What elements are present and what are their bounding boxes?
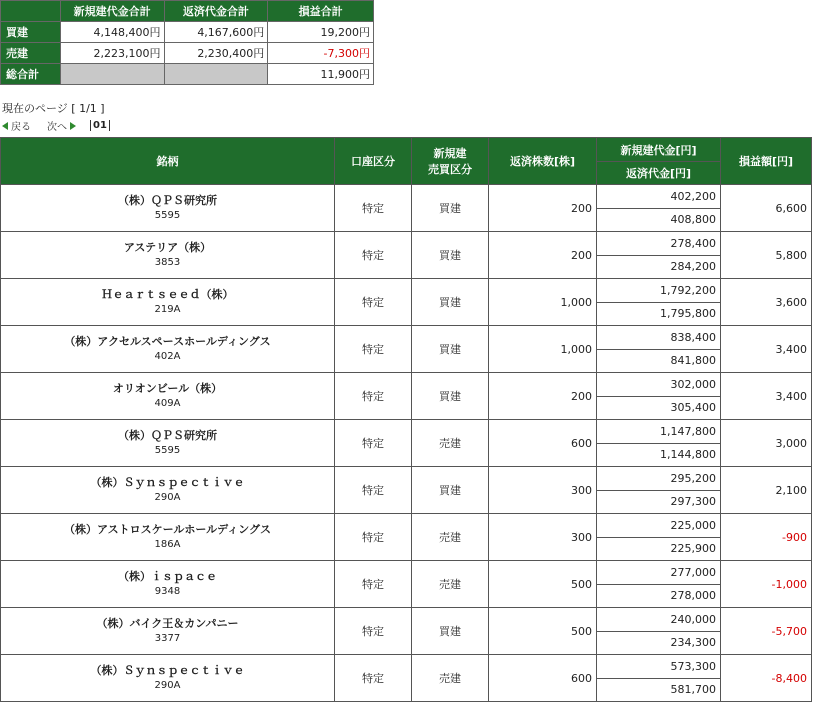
close-quantity: 300	[489, 467, 597, 514]
close-amount: 225,900	[597, 537, 721, 561]
stock-name-cell	[1, 655, 335, 702]
close-quantity: 600	[489, 420, 597, 467]
page-info: 現在のページ [ 1/1 ]	[2, 102, 105, 115]
trade-side: 買建	[412, 185, 489, 232]
trade-side: 売建	[412, 514, 489, 561]
table-body	[1, 185, 812, 702]
summary-header-open: 新規建代金合計	[60, 1, 164, 22]
close-quantity: 500	[489, 608, 597, 655]
stock-name[interactable]: （株）Ｓｙｎｓｐｅｃｔｉｖｅ	[90, 664, 245, 677]
stock-name[interactable]: （株）アクセルスペースホールディングス	[64, 335, 271, 348]
stock-name-cell	[1, 420, 335, 467]
close-quantity: 200	[489, 232, 597, 279]
header-side	[412, 138, 489, 185]
right-arrow-icon	[70, 122, 76, 130]
close-quantity: 500	[489, 561, 597, 608]
table-row	[1, 326, 812, 350]
profit-loss: -8,400	[721, 655, 812, 702]
open-amount: 302,000	[597, 373, 721, 397]
stock-code: 402A	[154, 351, 181, 362]
close-amount: 408,800	[597, 208, 721, 232]
open-amount: 838,400	[597, 326, 721, 350]
account-type: 特定	[335, 655, 412, 702]
summary-total-value: 11,900円	[268, 64, 374, 85]
left-arrow-icon	[2, 122, 8, 130]
summary-pl-value: -7,300円	[268, 43, 374, 64]
account-type: 特定	[335, 232, 412, 279]
profit-loss: 3,400	[721, 373, 812, 420]
table-row	[1, 279, 812, 303]
account-type: 特定	[335, 326, 412, 373]
table-row	[1, 608, 812, 632]
summary-header-close: 返済代金合計	[164, 1, 268, 22]
close-quantity: 1,000	[489, 279, 597, 326]
table-row	[1, 467, 812, 491]
table-row	[1, 420, 812, 444]
stock-code: 3377	[154, 633, 181, 644]
stock-name-cell	[1, 373, 335, 420]
open-amount: 1,147,800	[597, 420, 721, 444]
close-amount: 234,300	[597, 631, 721, 655]
header-close-amount: 返済代金[円]	[597, 162, 721, 185]
stock-code: 290A	[154, 680, 181, 691]
stock-name-cell	[1, 185, 335, 232]
header-side-line2: 売買区分	[428, 163, 472, 176]
stock-code: 5595	[154, 210, 181, 221]
stock-name-cell	[1, 608, 335, 655]
trade-side: 買建	[412, 467, 489, 514]
summary-row-label: 売建	[1, 43, 61, 64]
trade-side: 買建	[412, 326, 489, 373]
trade-side: 買建	[412, 373, 489, 420]
stock-name[interactable]: アステリア（株）	[123, 241, 212, 254]
profit-loss: 3,000	[721, 420, 812, 467]
close-amount: 305,400	[597, 396, 721, 420]
profit-loss: 3,400	[721, 326, 812, 373]
header-open-amount: 新規建代金[円]	[597, 138, 721, 162]
summary-row-label: 買建	[1, 22, 61, 43]
stock-code: 186A	[154, 539, 181, 550]
stock-name[interactable]: Ｈｅａｒｔｓｅｅｄ（株）	[101, 288, 234, 301]
back-link[interactable]: 戻る	[11, 122, 31, 133]
summary-open-value: 4,148,400円	[60, 22, 164, 43]
stock-code: 5595	[154, 445, 181, 456]
account-type: 特定	[335, 420, 412, 467]
trade-side: 売建	[412, 655, 489, 702]
close-quantity: 200	[489, 185, 597, 232]
stock-name-cell	[1, 326, 335, 373]
trade-side: 買建	[412, 279, 489, 326]
open-amount: 277,000	[597, 561, 721, 585]
stock-name-cell	[1, 561, 335, 608]
profit-loss: 5,800	[721, 232, 812, 279]
trade-side: 売建	[412, 561, 489, 608]
table-row	[1, 232, 812, 256]
stock-name-cell	[1, 514, 335, 561]
profit-loss: -900	[721, 514, 812, 561]
stock-code: 219A	[154, 304, 181, 315]
stock-name[interactable]: （株）バイク王＆カンパニー	[96, 617, 239, 630]
summary-close-value: 4,167,600円	[164, 22, 268, 43]
close-amount: 297,300	[597, 490, 721, 514]
summary-row-buy	[1, 22, 374, 43]
open-amount: 295,200	[597, 467, 721, 491]
stock-code: 9348	[154, 586, 181, 597]
table-row	[1, 373, 812, 397]
page-number[interactable]: 01	[90, 120, 110, 131]
summary-table	[0, 0, 374, 85]
table-row	[1, 514, 812, 538]
profit-loss: -1,000	[721, 561, 812, 608]
stock-name[interactable]: （株）Ｓｙｎｓｐｅｃｔｉｖｅ	[90, 476, 245, 489]
stock-code: 290A	[154, 492, 181, 503]
header-pl: 損益額[円]	[721, 138, 812, 185]
stock-name[interactable]: （株）ＱＰＳ研究所	[118, 429, 217, 442]
summary-pl-value: 19,200円	[268, 22, 374, 43]
stock-name-cell	[1, 279, 335, 326]
open-amount: 278,400	[597, 232, 721, 256]
close-quantity: 1,000	[489, 326, 597, 373]
trade-side: 買建	[412, 608, 489, 655]
table-row	[1, 655, 812, 679]
profit-loss: 3,600	[721, 279, 812, 326]
account-type: 特定	[335, 561, 412, 608]
account-type: 特定	[335, 514, 412, 561]
summary-empty-cell	[164, 64, 268, 85]
close-quantity: 300	[489, 514, 597, 561]
close-quantity: 200	[489, 373, 597, 420]
table-header-row	[1, 138, 812, 162]
account-type: 特定	[335, 279, 412, 326]
profit-loss: 6,600	[721, 185, 812, 232]
table-row	[1, 185, 812, 209]
account-type: 特定	[335, 373, 412, 420]
summary-header-pl: 損益合計	[268, 1, 374, 22]
profit-loss: -5,700	[721, 608, 812, 655]
table-row	[1, 561, 812, 585]
close-amount: 1,795,800	[597, 302, 721, 326]
summary-row-sell	[1, 43, 374, 64]
header-qty: 返済株数[株]	[489, 138, 597, 185]
stock-name[interactable]: （株）アストロスケールホールディングス	[64, 523, 271, 536]
header-name: 銘柄	[1, 138, 335, 185]
open-amount: 225,000	[597, 514, 721, 538]
stock-name-cell	[1, 232, 335, 279]
open-amount: 240,000	[597, 608, 721, 632]
pagination	[2, 118, 110, 133]
stock-name[interactable]: （株）ｉｓｐａｃｅ	[118, 570, 217, 583]
open-amount: 402,200	[597, 185, 721, 209]
trade-side: 買建	[412, 232, 489, 279]
stock-name[interactable]: オリオンビール（株）	[112, 382, 223, 395]
profit-loss: 2,100	[721, 467, 812, 514]
header-side-line1: 新規建	[433, 147, 467, 160]
close-amount: 1,144,800	[597, 443, 721, 467]
close-quantity: 600	[489, 655, 597, 702]
close-amount: 278,000	[597, 584, 721, 608]
stock-name[interactable]: （株）ＱＰＳ研究所	[118, 194, 217, 207]
positions-table	[0, 137, 812, 702]
account-type: 特定	[335, 608, 412, 655]
summary-corner	[1, 1, 61, 22]
account-type: 特定	[335, 467, 412, 514]
stock-code: 409A	[154, 398, 181, 409]
summary-row-total	[1, 64, 374, 85]
open-amount: 573,300	[597, 655, 721, 679]
stock-code: 3853	[154, 257, 181, 268]
header-account: 口座区分	[335, 138, 412, 185]
summary-total-label: 総合計	[1, 64, 61, 85]
summary-empty-cell	[60, 64, 164, 85]
trade-side: 売建	[412, 420, 489, 467]
open-amount: 1,792,200	[597, 279, 721, 303]
stock-name-cell	[1, 467, 335, 514]
close-amount: 841,800	[597, 349, 721, 373]
account-type: 特定	[335, 185, 412, 232]
close-amount: 284,200	[597, 255, 721, 279]
summary-close-value: 2,230,400円	[164, 43, 268, 64]
close-amount: 581,700	[597, 678, 721, 702]
next-link[interactable]: 次へ	[47, 122, 67, 133]
summary-header-row	[1, 1, 374, 22]
summary-open-value: 2,223,100円	[60, 43, 164, 64]
